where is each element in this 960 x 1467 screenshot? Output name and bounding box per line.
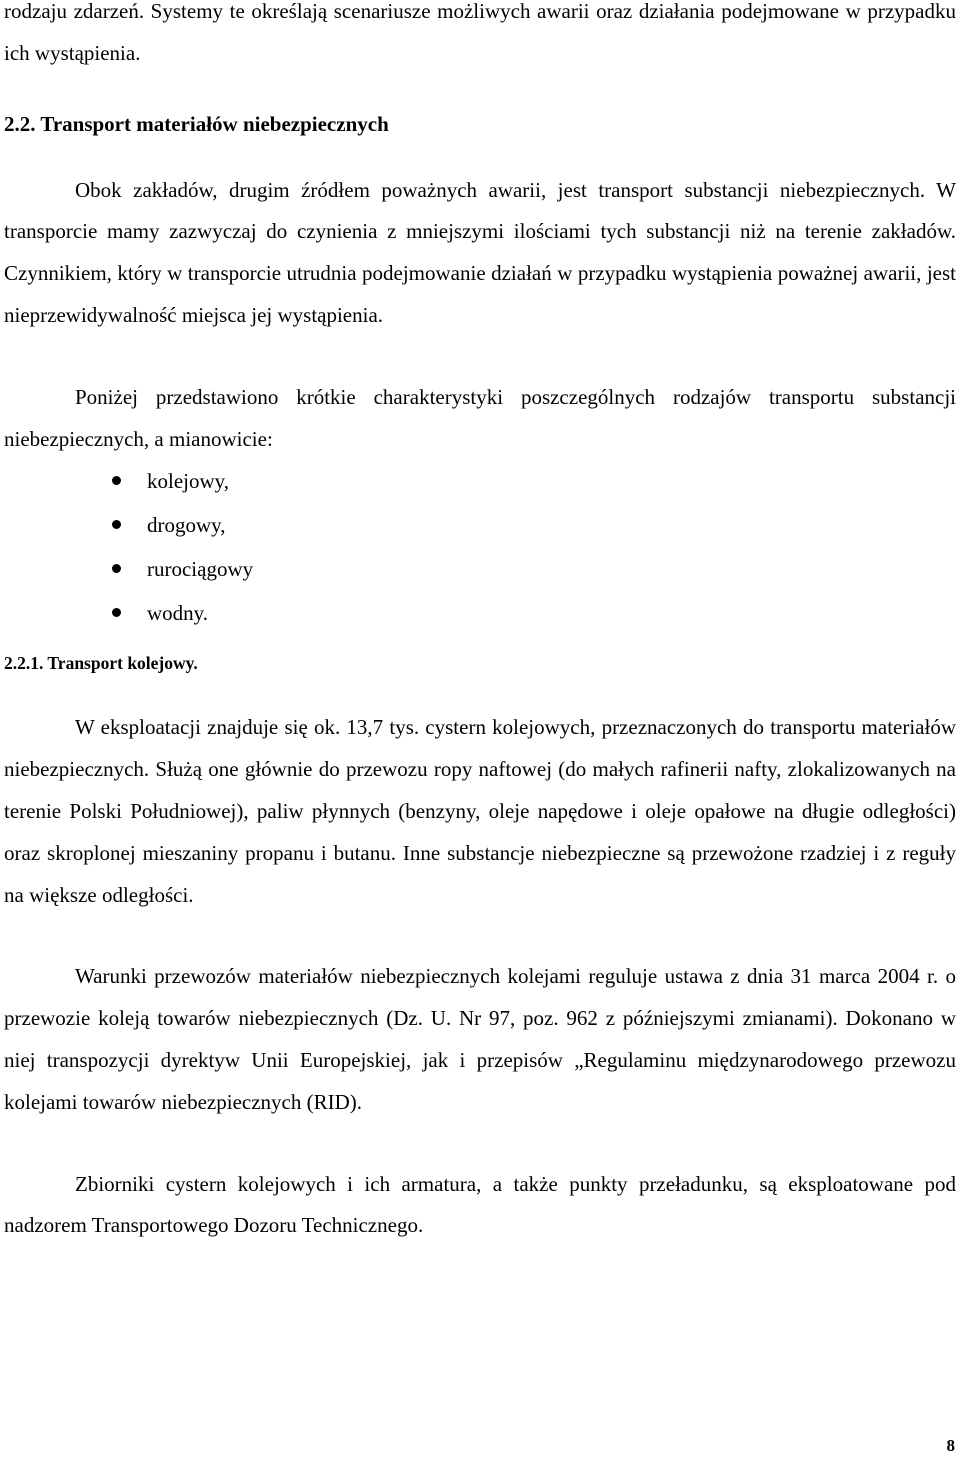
list-item: wodny. — [4, 591, 956, 635]
paragraph-rail-stats: W eksploatacji znajduje się ok. 13,7 tys. cystern kolejowych, przeznaczonych do transportu materiałów niebezpiecznych. Służą one głównie do przewozu ropy naftowej (do małych rafinerii nafty, zlokalizowanych na terenie Polski Południowej), paliw płynnych (benzyny, oleje napędowe i oleje opałowe na długie odległości) oraz skroplonej mieszaniny propanu i butanu. Inne substancje niebezpieczne są przewożone rzadziej i z reguły na większe odległości. — [4, 715, 956, 907]
bullet-icon — [112, 476, 121, 485]
paragraph-rail-supervision: Zbiorniki cystern kolejowych i ich armatura, a także punkty przeładunku, są eksploatowane pod nadzorem Transportowego Dozoru Technicznego. — [4, 1171, 956, 1238]
list-item: drogowy, — [4, 503, 956, 547]
document-page — [4, 0, 956, 1247]
transport-types-list — [4, 459, 956, 635]
paragraph-continuation: rodzaju zdarzeń. Systemy te określają scenariusze możliwych awarii oraz działania podejmowane w przypadku ich wystąpienia. — [4, 0, 956, 65]
bullet-icon — [112, 608, 121, 617]
bullet-icon — [112, 564, 121, 573]
section-heading: 2.2. Transport materiałów niebezpiecznych — [4, 111, 389, 136]
paragraph-list-intro: Poniżej przedstawiono krótkie charakterystyki poszczególnych rodzajów transportu substancji niebezpiecznych, a mianowicie: — [4, 384, 956, 451]
page-number: 8 — [946, 1436, 955, 1455]
paragraph-rail-law: Warunki przewozów materiałów niebezpiecznych kolejami reguluje ustawa z dnia 31 marca 2004 r. o przewozie koleją towarów niebezpiecznych (Dz. U. Nr 97, poz. 962 z późniejszymi zmianami). Dokonano w niej transpozycji dyrektyw Unii Europejskiej, jak i przepisów „Regulaminu międzynarodowego przewozu kolejami towarów niebezpiecznych (RID). — [4, 964, 956, 1114]
list-item: kolejowy, — [4, 459, 956, 503]
paragraph-intro: Obok zakładów, drugim źródłem poważnych awarii, jest transport substancji niebezpiecznych. W transporcie mamy zazwyczaj do czynienia z mniejszymi ilościami tych substancji niż na terenie zakładów. Czynnikiem, który w transporcie utrudnia podejmowanie działań w przypadku wystąpienia poważnej awarii, jest nieprzewidywalność miejsca jej wystąpienia. — [4, 177, 956, 327]
subsection-heading: 2.2.1. Transport kolejowy. — [4, 653, 198, 674]
list-item: rurociągowy — [4, 547, 956, 591]
bullet-icon — [112, 520, 121, 529]
